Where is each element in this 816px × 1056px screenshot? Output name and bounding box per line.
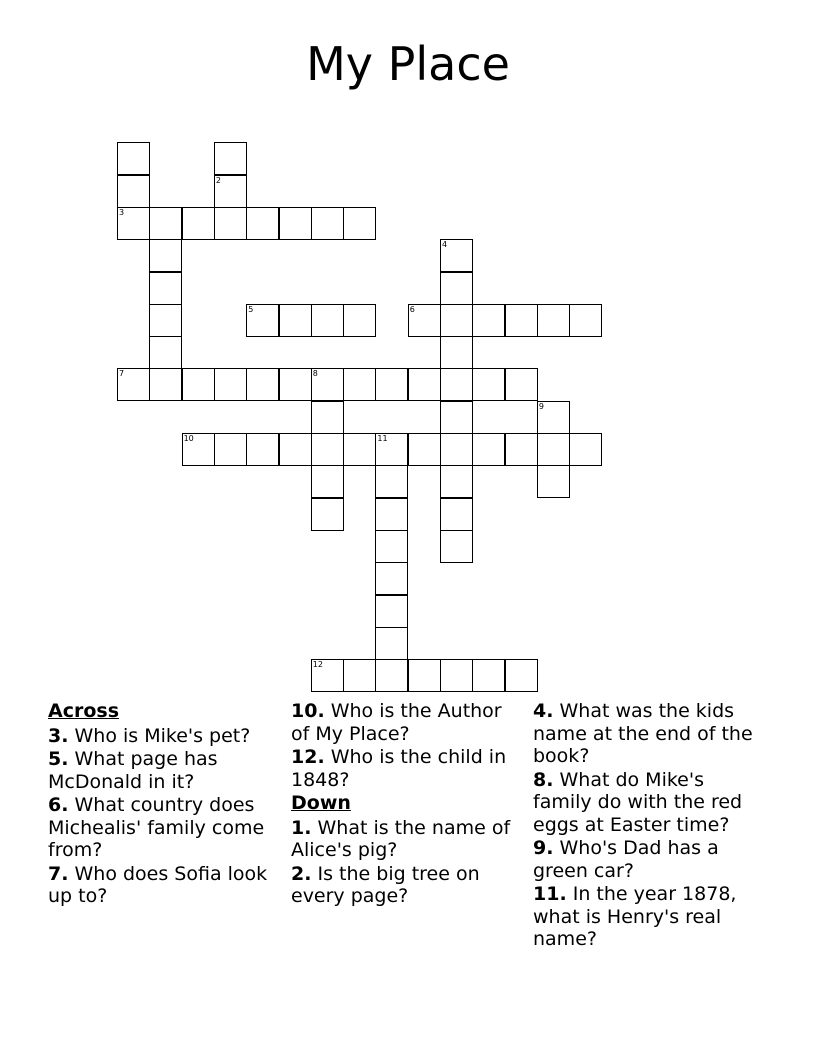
clue-across-6 bbox=[48, 794, 278, 862]
grid-cell[interactable] bbox=[149, 207, 182, 240]
grid-cell[interactable] bbox=[182, 368, 215, 401]
clue-text: What is the name of Alice's pig? bbox=[291, 816, 511, 861]
grid-cell[interactable] bbox=[408, 304, 441, 337]
grid-cell[interactable] bbox=[440, 336, 473, 369]
grid-cell[interactable] bbox=[440, 659, 473, 692]
across-heading: Across bbox=[48, 700, 120, 722]
clue-number: 1. bbox=[291, 816, 312, 839]
grid-cell[interactable] bbox=[279, 433, 312, 466]
clue-number: 9. bbox=[533, 837, 554, 859]
clue-text: What country does Michealis' family come from? bbox=[48, 794, 265, 861]
grid-cell[interactable] bbox=[408, 433, 441, 466]
clue-text: Who is Mike's pet? bbox=[74, 724, 251, 747]
grid-cell[interactable] bbox=[182, 433, 215, 466]
clue-text: Who is the Author of My Place? bbox=[291, 700, 502, 745]
clue-text: Who's Dad has a green car? bbox=[533, 837, 719, 882]
grid-cell[interactable] bbox=[343, 433, 376, 466]
grid-cell[interactable] bbox=[214, 207, 247, 240]
cell-number: 9 bbox=[538, 401, 544, 411]
grid-cell[interactable] bbox=[375, 465, 408, 498]
grid-cell[interactable] bbox=[182, 207, 215, 240]
clue-number: 8. bbox=[533, 768, 554, 791]
grid-cell[interactable] bbox=[440, 368, 473, 401]
grid-cell[interactable] bbox=[311, 207, 344, 240]
grid-cell[interactable] bbox=[375, 530, 408, 563]
grid-cell[interactable] bbox=[375, 498, 408, 531]
grid-cell[interactable] bbox=[343, 368, 376, 401]
grid-cell[interactable] bbox=[505, 433, 538, 466]
grid-cell[interactable] bbox=[505, 304, 538, 337]
page-title: My Place bbox=[306, 37, 510, 91]
clue-text: What do Mike's family do with the red eggs at Easter time? bbox=[533, 768, 743, 836]
clue-column-3 bbox=[533, 700, 763, 952]
clue-number: 2. bbox=[291, 862, 312, 885]
grid-cell[interactable] bbox=[440, 401, 473, 434]
cell-number: 5 bbox=[248, 304, 254, 314]
clue-across-10 bbox=[291, 700, 521, 745]
grid-cell[interactable] bbox=[375, 433, 408, 466]
grid-cell[interactable] bbox=[505, 368, 538, 401]
cell-number: 10 bbox=[183, 434, 194, 443]
grid-cell[interactable] bbox=[537, 304, 570, 337]
down-heading: Down bbox=[291, 792, 351, 814]
grid-cell[interactable] bbox=[408, 659, 441, 692]
grid-cell[interactable] bbox=[505, 659, 538, 692]
clue-number: 6. bbox=[48, 794, 69, 816]
grid-cell[interactable] bbox=[214, 142, 247, 175]
grid-cell[interactable] bbox=[311, 401, 344, 434]
grid-cell[interactable] bbox=[279, 368, 312, 401]
grid-cell[interactable] bbox=[117, 175, 150, 208]
grid-cell[interactable] bbox=[440, 304, 473, 337]
grid-cell[interactable] bbox=[440, 498, 473, 531]
grid-cell[interactable] bbox=[214, 368, 247, 401]
cell-number: 3 bbox=[119, 207, 125, 217]
clue-number: 4. bbox=[533, 700, 554, 722]
clue-across-5 bbox=[48, 748, 278, 793]
clue-number: 10. bbox=[291, 700, 325, 722]
grid-cell[interactable] bbox=[149, 272, 182, 305]
grid-cell[interactable] bbox=[569, 304, 602, 337]
cell-number: 2 bbox=[215, 175, 221, 185]
grid-cell[interactable] bbox=[472, 659, 505, 692]
clue-text: Who does Sofia look up to? bbox=[48, 862, 268, 907]
clue-down-8 bbox=[533, 769, 763, 837]
clue-down-11 bbox=[533, 883, 763, 951]
clue-text: Who is the child in 1848? bbox=[291, 746, 507, 791]
grid-cell[interactable] bbox=[279, 207, 312, 240]
grid-cell[interactable] bbox=[537, 401, 570, 434]
clue-down-4 bbox=[533, 700, 763, 768]
clue-number: 11. bbox=[533, 883, 567, 905]
grid-cell[interactable] bbox=[537, 465, 570, 498]
grid-cell[interactable] bbox=[375, 562, 408, 595]
clue-down-1 bbox=[291, 817, 521, 862]
grid-cell[interactable] bbox=[472, 304, 505, 337]
grid-cell[interactable] bbox=[343, 207, 376, 240]
clue-number: 7. bbox=[48, 862, 69, 885]
grid-cell[interactable] bbox=[311, 465, 344, 498]
grid-cell[interactable] bbox=[214, 433, 247, 466]
grid-cell[interactable] bbox=[311, 498, 344, 531]
grid-cell[interactable] bbox=[375, 368, 408, 401]
grid-cell[interactable] bbox=[311, 433, 344, 466]
grid-cell[interactable] bbox=[408, 368, 441, 401]
cell-number: 8 bbox=[312, 369, 318, 379]
grid-cell[interactable] bbox=[149, 304, 182, 337]
clue-down-9 bbox=[533, 837, 763, 882]
grid-cell[interactable] bbox=[117, 207, 150, 240]
clue-column-2 bbox=[291, 700, 521, 909]
grid-cell[interactable] bbox=[117, 142, 150, 175]
clue-text: Is the big tree on every page? bbox=[291, 862, 480, 907]
grid-cell[interactable] bbox=[117, 368, 150, 401]
clue-text: What was the kids name at the end of the book? bbox=[533, 700, 753, 767]
clue-number: 5. bbox=[48, 748, 69, 770]
clue-across-12 bbox=[291, 746, 521, 791]
grid-cell[interactable] bbox=[440, 530, 473, 563]
grid-cell[interactable] bbox=[246, 433, 279, 466]
clue-number: 12. bbox=[291, 746, 325, 768]
grid-cell[interactable] bbox=[279, 304, 312, 337]
grid-cell[interactable] bbox=[311, 304, 344, 337]
cell-number: 11 bbox=[377, 434, 388, 443]
grid-cell[interactable] bbox=[246, 304, 279, 337]
grid-cell[interactable] bbox=[440, 465, 473, 498]
grid-cell[interactable] bbox=[149, 336, 182, 369]
grid-cell[interactable] bbox=[343, 304, 376, 337]
cell-number: 4 bbox=[442, 240, 448, 250]
grid-cell[interactable] bbox=[246, 368, 279, 401]
cell-number: 7 bbox=[119, 369, 125, 379]
grid-cell[interactable] bbox=[246, 207, 279, 240]
grid-cell[interactable] bbox=[569, 433, 602, 466]
grid-cell[interactable] bbox=[472, 433, 505, 466]
grid-cell[interactable] bbox=[440, 272, 473, 305]
grid-cell[interactable] bbox=[149, 239, 182, 272]
clue-across-3 bbox=[48, 725, 278, 748]
grid-cell[interactable] bbox=[375, 627, 408, 660]
grid-cell[interactable] bbox=[537, 433, 570, 466]
grid-cell[interactable] bbox=[440, 433, 473, 466]
clue-down-2 bbox=[291, 863, 521, 908]
clue-across-7 bbox=[48, 863, 278, 908]
grid-cell[interactable] bbox=[375, 595, 408, 628]
grid-cell[interactable] bbox=[440, 239, 473, 272]
grid-cell[interactable] bbox=[214, 175, 247, 208]
grid-cell[interactable] bbox=[343, 659, 376, 692]
cell-number: 6 bbox=[409, 304, 415, 314]
clue-text: In the year 1878, what is Henry's real name? bbox=[533, 883, 737, 950]
grid-cell[interactable] bbox=[311, 659, 344, 692]
clue-number: 3. bbox=[48, 724, 69, 747]
grid-cell[interactable] bbox=[375, 659, 408, 692]
clue-text: What page has McDonald in it? bbox=[48, 748, 218, 793]
grid-cell[interactable] bbox=[472, 368, 505, 401]
grid-cell[interactable] bbox=[311, 368, 344, 401]
grid-cell[interactable] bbox=[149, 368, 182, 401]
clue-column-1 bbox=[48, 700, 278, 909]
cell-number: 12 bbox=[312, 660, 323, 670]
